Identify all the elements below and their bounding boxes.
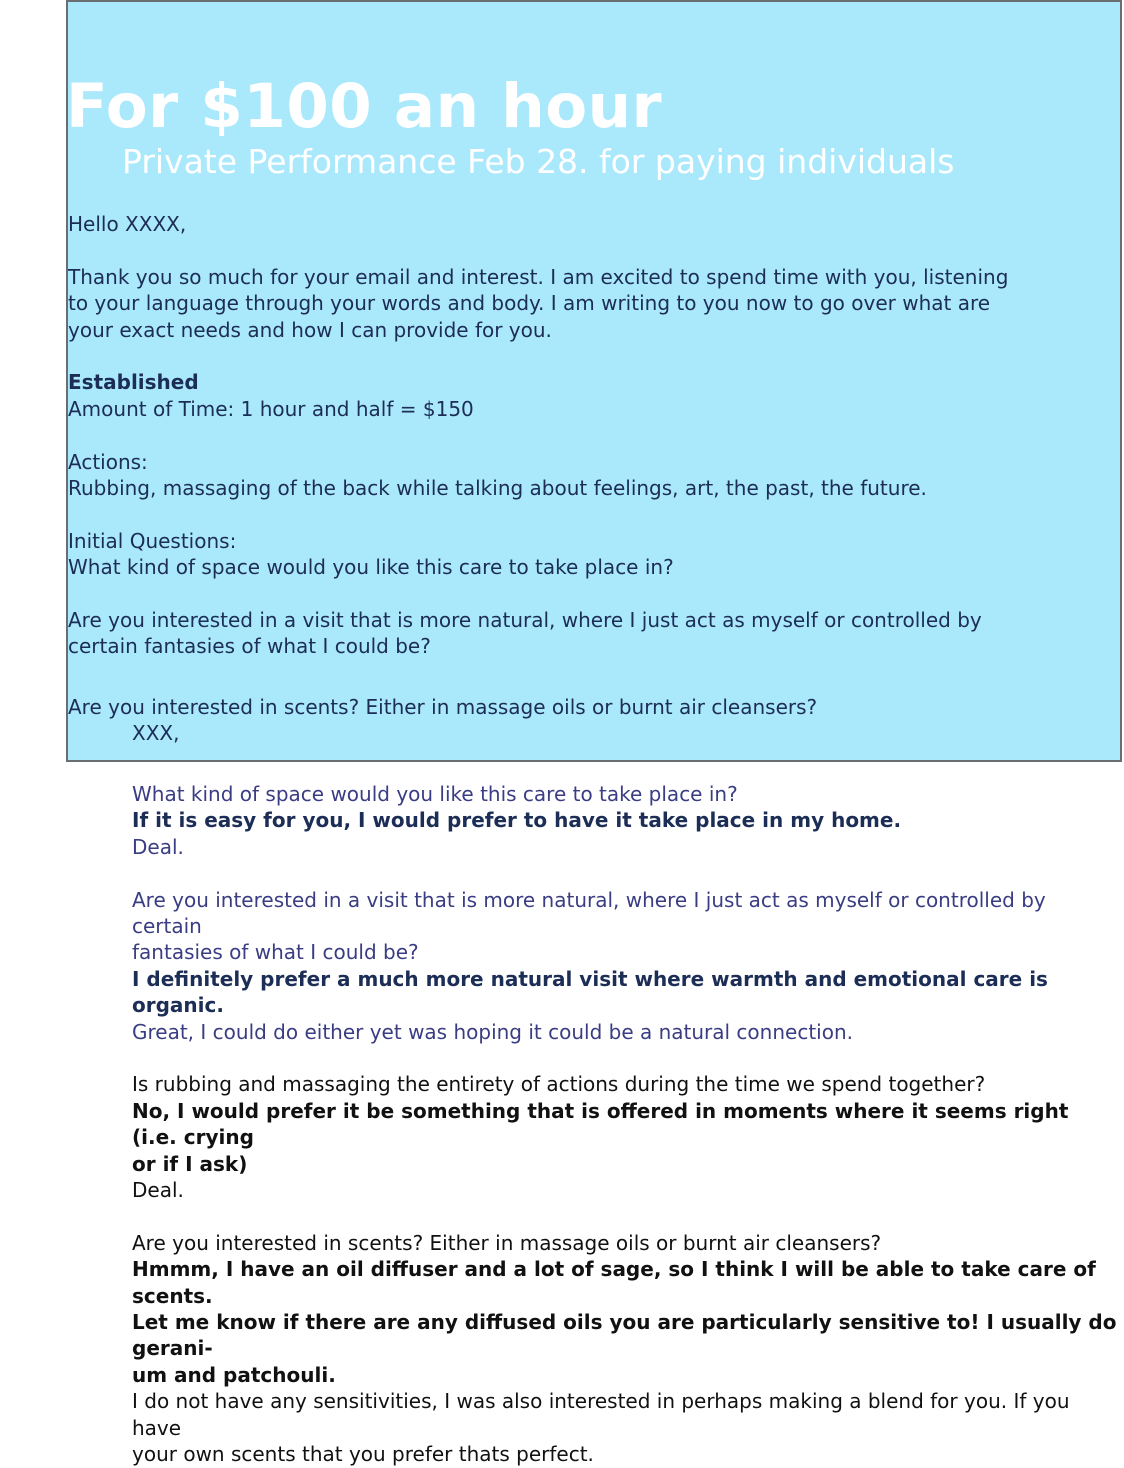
reply-section	[132, 781, 1117, 1468]
reply-answer: Let me know if there are any diffused oils you are particularly sensitive to! I usually do gerani-	[132, 1310, 1117, 1361]
reply-answer: No, I would prefer it be something that is offered in moments where it seems right (i.e. crying	[132, 1098, 1069, 1150]
reply-response: I do not have any sensitivities, I was also interested in perhaps making a blend for you. If you have	[132, 1389, 1070, 1440]
reply-question: Are you interested in scents? Either in massage oils or burnt air cleansers?	[132, 1230, 882, 1255]
reply-response: Great, I could do either yet was hoping it could be a natural connection.	[132, 1019, 853, 1044]
letter-body	[68, 211, 1108, 747]
reply-block	[132, 1071, 1117, 1203]
established-heading: Established	[68, 370, 199, 395]
reply-answer: or if I ask)	[132, 1151, 248, 1176]
actions-heading: Actions:	[68, 449, 148, 474]
page-subtitle: Private Performance Feb 28. for paying individuals	[122, 142, 955, 181]
reply-response: Deal.	[132, 834, 184, 859]
intro-line: your exact needs and how I can provide for you.	[68, 317, 552, 342]
actions-text: Rubbing, massaging of the back while talking about feelings, art, the past, the future.	[68, 476, 927, 501]
reply-block	[132, 887, 1117, 1045]
reply-question: Is rubbing and massaging the entirety of actions during the time we spend together?	[132, 1072, 986, 1097]
reply-answer: Hmmm, I have an oil diffuser and a lot of sage, so I think I will be able to take care of scents.	[132, 1257, 1096, 1308]
signoff: XXX,	[132, 721, 180, 746]
reply-question: Are you interested in a visit that is more natural, where I just act as myself or controlled by certain	[132, 887, 1046, 939]
question-natural: Are you interested in a visit that is more natural, where I just act as myself or controlled by	[68, 608, 982, 633]
reply-response: your own scents that you prefer thats perfect.	[132, 1442, 594, 1467]
question-space: What kind of space would you like this care to take place in?	[68, 555, 674, 580]
reply-block	[132, 781, 1117, 860]
reply-response: Deal.	[132, 1178, 184, 1203]
reply-answer: um and patchouli.	[132, 1362, 336, 1387]
reply-question: fantasies of what I could be?	[132, 940, 419, 965]
questions-heading: Initial Questions:	[68, 528, 237, 553]
reply-block	[132, 1230, 1117, 1468]
page-title: For $100 an hour	[66, 71, 663, 142]
question-scents: Are you interested in scents? Either in massage oils or burnt air cleansers?	[68, 694, 818, 719]
reply-answer: I definitely prefer a much more natural visit where warmth and emotional care is organic.	[132, 966, 1048, 1018]
time-line: Amount of Time: 1 hour and half = $150	[68, 396, 474, 421]
question-natural: certain fantasies of what I could be?	[68, 634, 431, 659]
reply-question: What kind of space would you like this care to take place in?	[132, 782, 738, 806]
reply-answer: If it is easy for you, I would prefer to have it take place in my home.	[132, 808, 902, 833]
greeting: Hello XXXX,	[68, 212, 187, 236]
intro-line: Thank you so much for your email and interest. I am excited to spend time with you, listening	[68, 264, 1009, 289]
intro-line: to your language through your words and body. I am writing to you now to go over what are	[68, 291, 991, 316]
